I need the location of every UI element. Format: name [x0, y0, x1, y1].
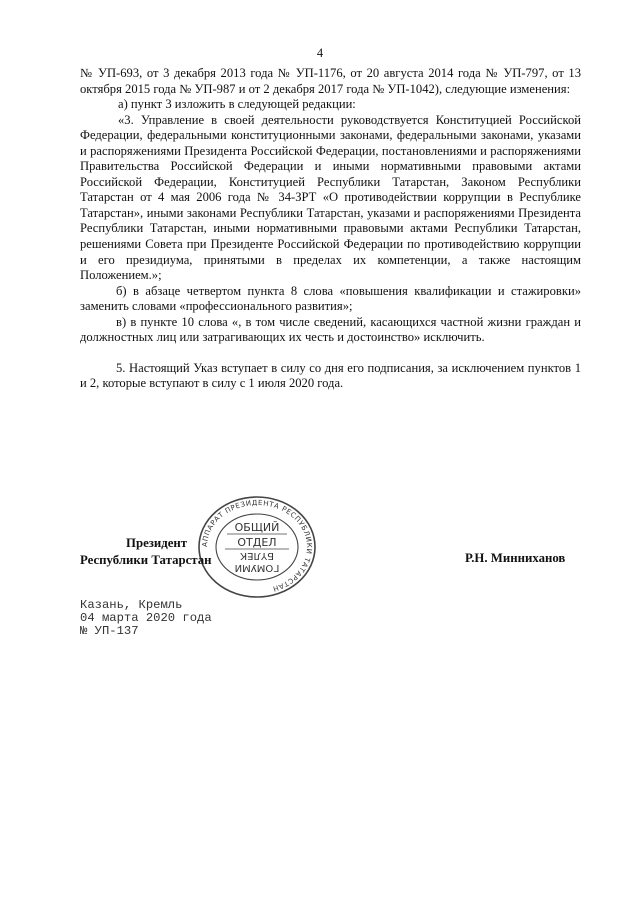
- stamp-line-3: ГОМУМИ: [234, 562, 280, 573]
- page-number: 4: [316, 46, 324, 60]
- stamp-ring-text: АППАРАТ ПРЕЗИДЕНТА РЕСПУБЛИКИ ТАТАРСТАН: [200, 498, 314, 593]
- signatory-title-line-2: Республики Татарстан: [80, 553, 212, 567]
- document-body: [80, 66, 581, 392]
- place-text: Казань, Кремль: [80, 598, 183, 612]
- paragraph-continuation: № УП-693, от 3 декабря 2013 года № УП-1176, от 20 августа 2014 года № УП-797, от 13 октября 2015 года № УП-987 и от 2 декабря 2017 года № УП-1042), следующие изменения:: [80, 66, 581, 96]
- signatory-title: [80, 535, 260, 569]
- place-date-block: [80, 599, 212, 638]
- paragraph-item-a: а) пункт 3 изложить в следующей редакции:: [118, 97, 356, 112]
- paragraph-item-c: в) в пункте 10 слова «, в том числе сведений, касающихся частной жизни граждан и должностных лиц или затрагивающих их честь и достоинство» исключить.: [80, 314, 581, 345]
- signatory-title-line-1: Президент: [126, 536, 188, 550]
- paragraph-clause-3: «3. Управление в своей деятельности руководствуется Конституцией Российской Федерации, федеральными конституционными законами, федеральными законами, указами и распоряжениями Президента Российской Федерации, постановлениями и распоряжениями Правительства Российской Федерации и иными нормативными правовыми актами Российской Федерации, Конституцией Республики Татарстан, Законом Республики Татарстан от 4 мая 2006 года № 34-ЗРТ «О противодействии коррупции в Республике Татарстан», иными законами Республики Татарстан, указами и распоряжениями Президента Республики Татарстан, иными нормативными правовыми актами Республики Татарстан, решениями Совета при Президенте Российской Федерации по противодействию коррупции и его президиума, принятыми в пределах их компетенции, а также настоящим Положением.»;: [80, 112, 581, 283]
- stamp-line-2: ОТДЕЛ: [237, 536, 277, 549]
- paragraph-item-b: б) в абзаце четвертом пункта 8 слова «повышения квалификации и стажировки» заменить словами «профессионального развития»;: [80, 283, 581, 314]
- decree-number: № УП-137: [80, 624, 139, 638]
- stamp-line-4: БҮЛЕК: [240, 550, 274, 561]
- stamp-line-1: ОБЩИЙ: [234, 521, 280, 534]
- date-text: 04 марта 2020 года: [80, 611, 212, 625]
- paragraph-point-5: 5. Настоящий Указ вступает в силу со дня его подписания, за исключением пунктов 1 и 2, которые вступают в силу с 1 июля 2020 года.: [80, 360, 581, 391]
- signatory-name: Р.Н. Минниханов: [465, 551, 566, 565]
